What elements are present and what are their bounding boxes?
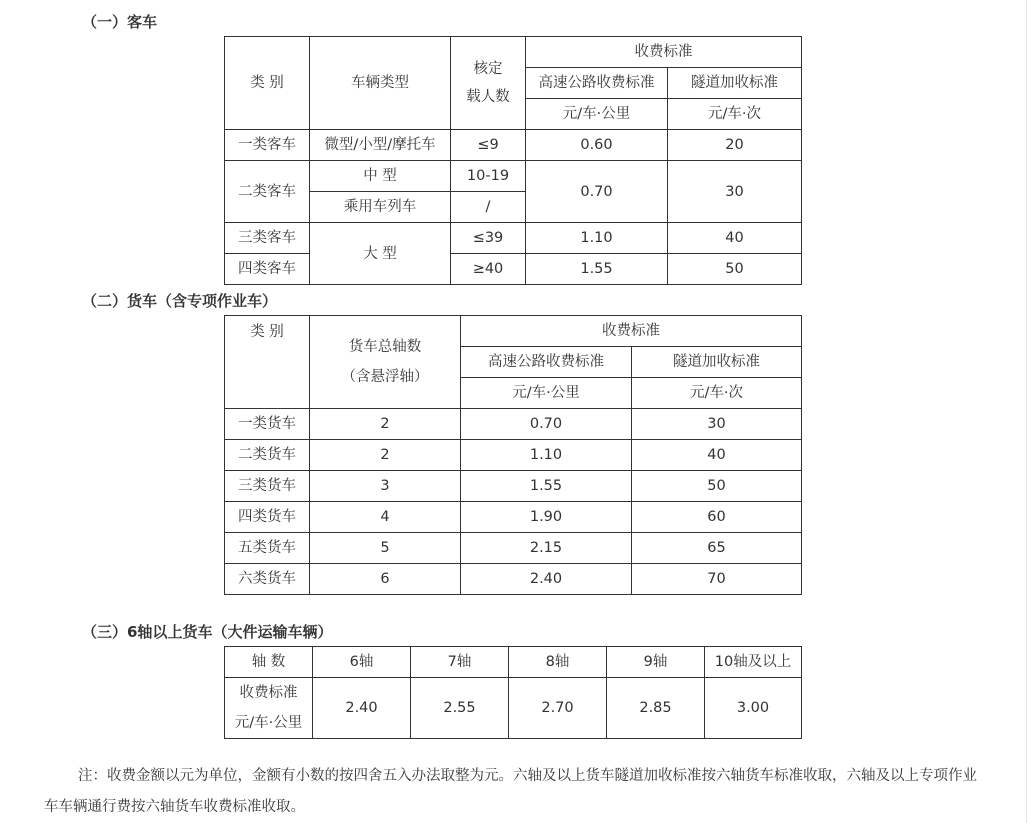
header-highway-unit: 元/车·公里 [526, 99, 668, 130]
cell-axles: 5 [310, 533, 461, 564]
cell-tunnel: 20 [668, 130, 802, 161]
cell-tunnel: 40 [632, 440, 802, 471]
cell-rate: 2.70 [509, 678, 607, 739]
header-category: 类 别 [225, 37, 310, 130]
cell-vehicle-type: 大 型 [310, 223, 451, 285]
cell-highway: 1.10 [461, 440, 632, 471]
section-heading-truck: （二）货车（含专项作业车） [82, 292, 278, 310]
cell-highway: 0.60 [526, 130, 668, 161]
cell-tunnel: 50 [668, 254, 802, 285]
header-tunnel-surcharge: 隧道加收标准 [632, 347, 802, 378]
cell-rate: 3.00 [705, 678, 802, 739]
cell-category: 一类客车 [225, 130, 310, 161]
table-row [225, 564, 802, 595]
cell-tunnel: 30 [632, 409, 802, 440]
cell-axles: 2 [310, 440, 461, 471]
header-capacity-line2: 载人数 [466, 89, 510, 105]
cell-axles: 8轴 [509, 647, 607, 678]
row-header-toll [225, 678, 313, 739]
cell-axles: 10轴及以上 [705, 647, 802, 678]
cell-category: 六类货车 [225, 564, 310, 595]
header-highway-unit: 元/车·公里 [461, 378, 632, 409]
cell-vehicle-type: 中 型 [310, 161, 451, 192]
header-axles-line2: （含悬浮轴） [341, 369, 429, 385]
section-heading-oversize: （三）6轴以上货车（大件运输车辆） [82, 623, 333, 641]
cell-category: 四类货车 [225, 502, 310, 533]
cell-axles: 4 [310, 502, 461, 533]
cell-capacity: / [451, 192, 526, 223]
table-row [225, 647, 802, 678]
cell-rate: 2.40 [313, 678, 411, 739]
cell-capacity: ≥40 [451, 254, 526, 285]
cell-tunnel: 40 [668, 223, 802, 254]
cell-rate: 2.85 [607, 678, 705, 739]
header-capacity-line1: 核定 [473, 61, 503, 77]
cell-highway: 2.40 [461, 564, 632, 595]
header-axles [310, 316, 461, 409]
table-row [225, 130, 802, 161]
oversize-toll-table [224, 646, 802, 739]
cell-axles: 7轴 [411, 647, 509, 678]
cell-category: 五类货车 [225, 533, 310, 564]
cell-category: 三类客车 [225, 223, 310, 254]
cell-highway: 0.70 [526, 161, 668, 223]
header-highway-toll: 高速公路收费标准 [526, 68, 668, 99]
cell-tunnel: 30 [668, 161, 802, 223]
header-capacity [451, 37, 526, 130]
cell-tunnel: 70 [632, 564, 802, 595]
cell-category: 四类客车 [225, 254, 310, 285]
header-tunnel-unit: 元/车·次 [632, 378, 802, 409]
header-toll-standard: 收费标准 [461, 316, 802, 347]
table-row [225, 678, 802, 739]
cell-category: 三类货车 [225, 471, 310, 502]
header-vehicle-type: 车辆类型 [310, 37, 451, 130]
row-header-axles: 轴 数 [225, 647, 313, 678]
cell-axles: 3 [310, 471, 461, 502]
cell-axles: 6 [310, 564, 461, 595]
table-row [225, 223, 802, 254]
section-heading-passenger: （一）客车 [82, 13, 158, 31]
cell-highway: 1.10 [526, 223, 668, 254]
cell-category: 一类货车 [225, 409, 310, 440]
cell-category: 二类客车 [225, 161, 310, 223]
table-row [225, 440, 802, 471]
cell-highway: 1.55 [526, 254, 668, 285]
cell-tunnel: 50 [632, 471, 802, 502]
cell-tunnel: 65 [632, 533, 802, 564]
cell-axles: 9轴 [607, 647, 705, 678]
passenger-toll-table [224, 36, 802, 285]
table-row [225, 161, 802, 192]
cell-highway: 1.90 [461, 502, 632, 533]
table-row [225, 502, 802, 533]
cell-highway: 1.55 [461, 471, 632, 502]
header-tunnel-unit: 元/车·次 [668, 99, 802, 130]
cell-vehicle-type: 微型/小型/摩托车 [310, 130, 451, 161]
cell-highway: 2.15 [461, 533, 632, 564]
cell-tunnel: 60 [632, 502, 802, 533]
header-toll-standard: 收费标准 [526, 37, 802, 68]
table-row [225, 533, 802, 564]
cell-rate: 2.55 [411, 678, 509, 739]
footnote: 注：收费金额以元为单位，金额有小数的按四舍五入办法取整为元。六轴及以上货车隧道加收标准按六轴货车标准收取，六轴及以上专项作业车车辆通行费按六轴货车收费标准收取。 [44, 768, 977, 815]
cell-axles: 2 [310, 409, 461, 440]
cell-capacity: 10-19 [451, 161, 526, 192]
cell-capacity: ≤9 [451, 130, 526, 161]
cell-category: 二类货车 [225, 440, 310, 471]
row-header-toll-line1: 收费标准 [239, 685, 298, 701]
table-row [225, 471, 802, 502]
cell-axles: 6轴 [313, 647, 411, 678]
header-highway-toll: 高速公路收费标准 [461, 347, 632, 378]
cell-highway: 0.70 [461, 409, 632, 440]
cell-vehicle-type: 乘用车列车 [310, 192, 451, 223]
truck-toll-table [224, 315, 802, 595]
cell-capacity: ≤39 [451, 223, 526, 254]
header-category: 类 别 [225, 316, 310, 409]
row-header-toll-line2: 元/车·公里 [234, 715, 303, 731]
header-tunnel-surcharge: 隧道加收标准 [668, 68, 802, 99]
header-axles-line1: 货车总轴数 [348, 339, 422, 355]
table-row [225, 409, 802, 440]
